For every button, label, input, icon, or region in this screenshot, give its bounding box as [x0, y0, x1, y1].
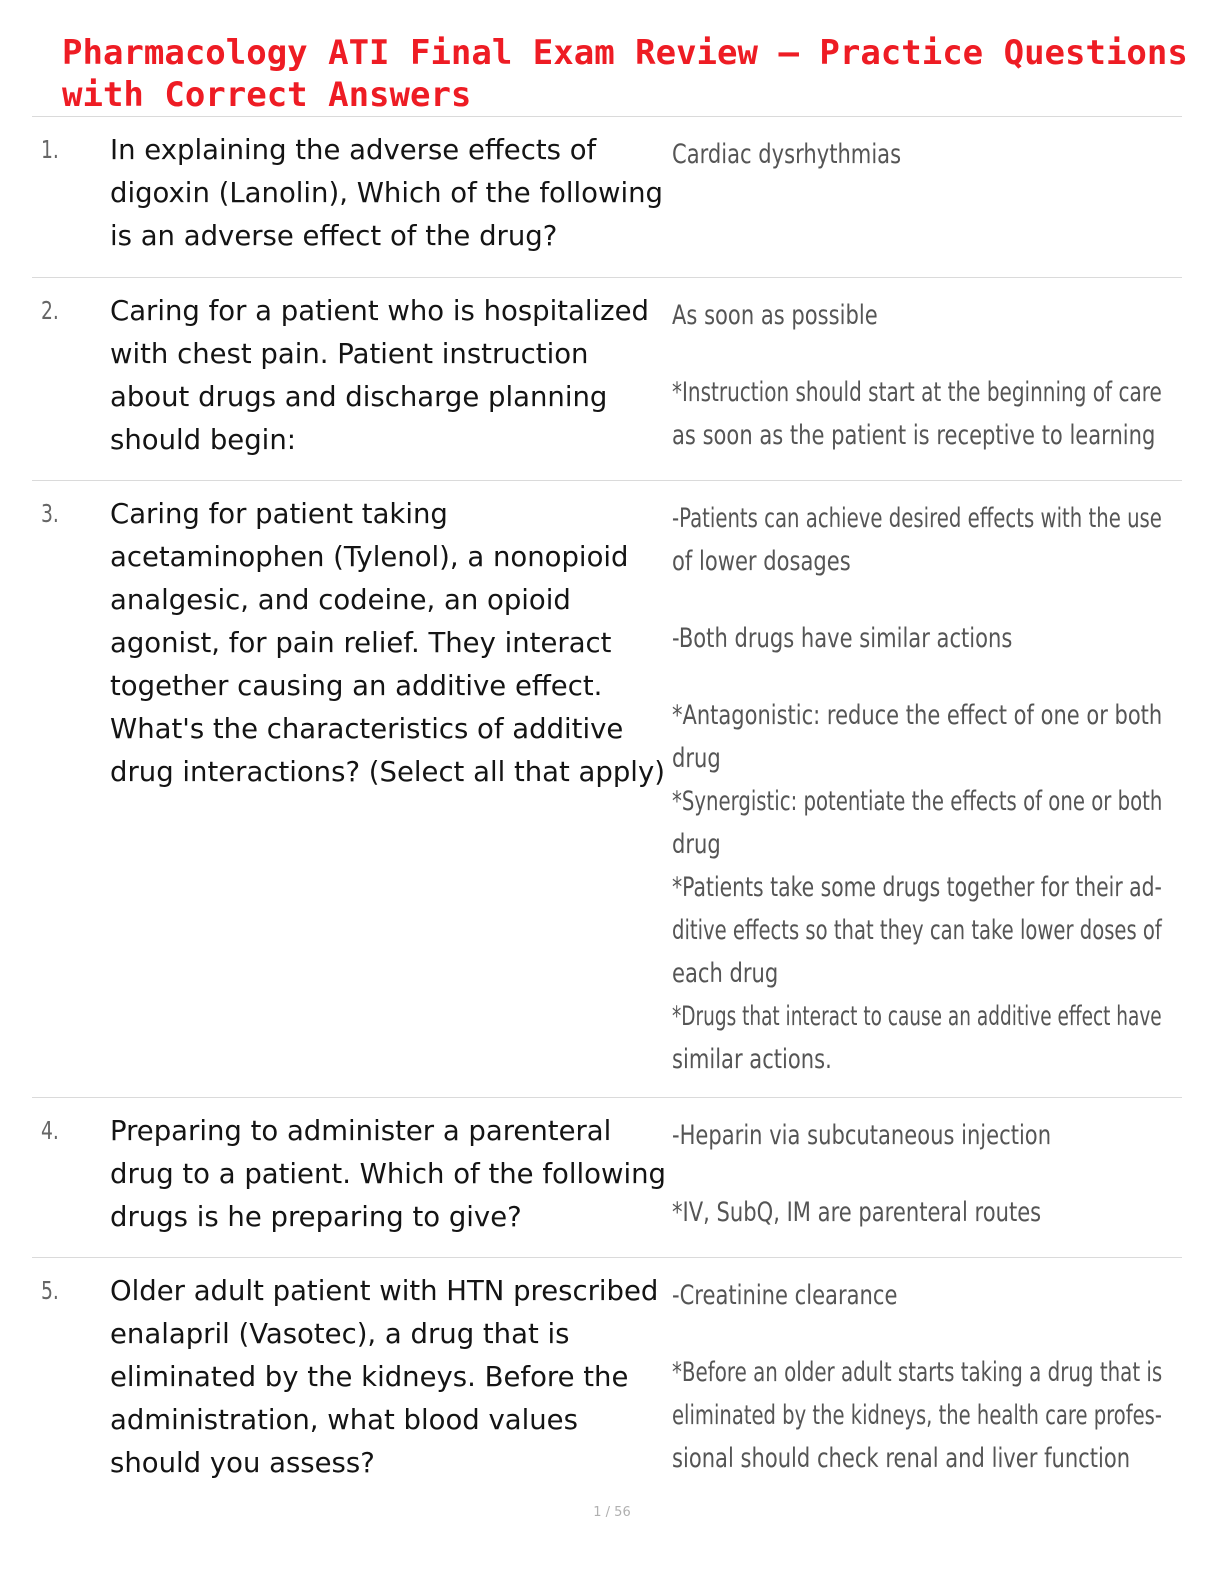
question-text: Caring for a patient who is hospitalized with chest pain. Patient instruction about drugs and discharge planning should begin: — [110, 295, 649, 456]
question-list — [32, 116, 1182, 1497]
answer-line: *Drugs that interact to cause an additive effect have — [672, 1001, 1162, 1032]
answer-line: *Instruction should start at the beginning of care — [672, 377, 1162, 408]
question-number: 5. — [41, 1276, 59, 1305]
question-card-2 — [32, 277, 1182, 480]
answer-line: similar actions. — [672, 1044, 832, 1075]
question-number: 3. — [41, 499, 59, 528]
page-number: 1 / 56 — [593, 1505, 631, 1520]
question-number: 2. — [41, 296, 59, 325]
answer-line: of lower dosages — [672, 546, 851, 577]
answer-line: eliminated by the kidneys, the health care profes- — [672, 1400, 1162, 1431]
answer-line: *Before an older adult starts taking a drug that is — [672, 1357, 1163, 1388]
question-card-3 — [32, 480, 1182, 1097]
answer-line: -Patients can achieve desired effects with the use — [672, 503, 1162, 534]
answer-line: sional should check renal and liver function — [672, 1443, 1131, 1474]
question-card-1 — [32, 116, 1182, 277]
answer-text — [672, 1114, 1172, 1234]
answer-line: As soon as possible — [672, 300, 878, 331]
answer-line: as soon as the patient is receptive to learning — [672, 420, 1156, 451]
answer-line: *IV, SubQ, IM are parenteral routes — [672, 1197, 1042, 1228]
answer-line: each drug — [672, 958, 779, 989]
answer-line: *Antagonistic: reduce the effect of one or both — [672, 700, 1163, 731]
answer-line: Cardiac dysrhythmias — [672, 139, 902, 170]
question-text: In explaining the adverse effects of digoxin (Lanolin), Which of the following is an adverse effect of the drug? — [110, 134, 663, 252]
answer-text — [672, 133, 1172, 176]
answer-line: ditive effects so that they can take lower doses of — [672, 915, 1162, 946]
answer-text — [672, 294, 1172, 457]
answer-text — [672, 1274, 1172, 1480]
answer-text — [672, 497, 1172, 1081]
question-number: 4. — [41, 1116, 59, 1145]
answer-line: *Patients take some drugs together for their ad- — [672, 872, 1162, 903]
question-text: Caring for patient taking acetaminophen (Tylenol), a nonopioid analgesic, and codeine, an opioid agonist, for pain relief. They interact together causing an additive effect. What's the characteristics of additive drug interactions? (Select all that apply) — [110, 498, 665, 788]
answer-line: -Heparin via subcutaneous injection — [672, 1120, 1052, 1151]
answer-line: *Synergistic: potentiate the effects of one or both — [672, 786, 1163, 817]
document-title: Pharmacology ATI Final Exam Review – Practice Questions with Correct Answers — [62, 33, 1188, 115]
question-card-4 — [32, 1097, 1182, 1257]
answer-line: -Both drugs have similar actions — [672, 623, 1013, 654]
answer-line: drug — [672, 829, 721, 860]
answer-line: -Creatinine clearance — [672, 1280, 898, 1311]
question-card-5 — [32, 1257, 1182, 1497]
question-text: Older adult patient with HTN prescribed enalapril (Vasotec), a drug that is eliminated by the kidneys. Before the administration, what blood values should you assess? — [110, 1275, 659, 1479]
question-text: Preparing to administer a parenteral drug to a patient. Which of the following drugs is he preparing to give? — [110, 1115, 666, 1233]
answer-line: drug — [672, 743, 721, 774]
question-number: 1. — [41, 135, 59, 164]
